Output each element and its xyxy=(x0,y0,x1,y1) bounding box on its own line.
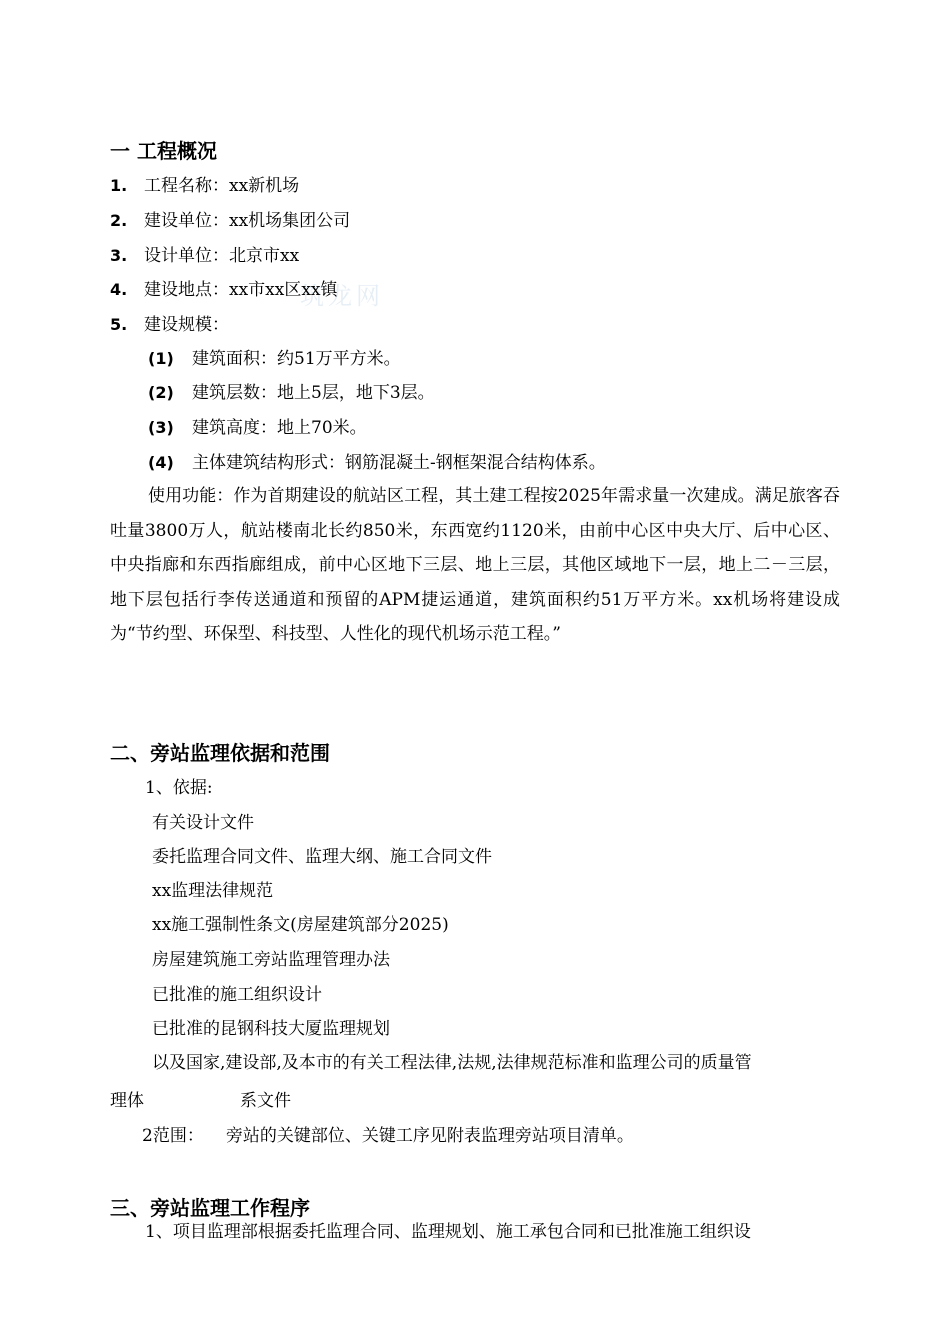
sub-list-item xyxy=(148,348,401,370)
basis-summary-part-b: 系文件 xyxy=(240,1091,291,1111)
item-number: 2. xyxy=(110,211,128,230)
item-text: 建设单位：xx机场集团公司 xyxy=(144,211,351,231)
list-item: xx施工强制性条文(房屋建筑部分2025) xyxy=(152,915,449,935)
list-item: 已批准的昆钢科技大厦监理规划 xyxy=(152,1019,390,1039)
item-text: 建筑面积：约51万平方米。 xyxy=(192,349,401,369)
item-number: 3. xyxy=(110,246,128,265)
list-item: xx监理法律规范 xyxy=(152,881,274,901)
scope-line xyxy=(142,1125,634,1147)
list-item xyxy=(110,314,229,336)
list-item: 委托监理合同文件、监理大纲、施工合同文件 xyxy=(152,847,492,867)
item-text: 建筑高度：地上70米。 xyxy=(192,418,367,438)
sub-list-item xyxy=(148,452,606,474)
basis-summary-part-a: 理体 xyxy=(110,1091,144,1111)
sub-list-item xyxy=(148,382,435,404)
item-number: (2) xyxy=(148,383,174,402)
section-2-title: 二、旁站监理依据和范围 xyxy=(110,741,330,765)
item-text: 主体建筑结构形式：钢筋混凝土-钢框架混合结构体系。 xyxy=(192,453,606,473)
list-item xyxy=(110,210,350,232)
item-text: 工程名称：xx新机场 xyxy=(144,176,300,196)
procedure-line-1: 1、项目监理部根据委托监理合同、监理规划、施工承包合同和已批准施工组织设 xyxy=(145,1222,751,1242)
section-3-title: 三、旁站监理工作程序 xyxy=(110,1196,310,1220)
section-1-title: 一 工程概况 xyxy=(110,139,217,163)
scope-text: 旁站的关键部位、关键工序见附表监理旁站项目清单。 xyxy=(225,1126,634,1146)
item-number: 1. xyxy=(110,176,128,195)
item-number: (1) xyxy=(148,349,174,368)
basis-label: 1、依据: xyxy=(145,778,213,798)
list-item xyxy=(110,175,299,197)
item-text: 设计单位：北京市xx xyxy=(144,246,300,266)
item-text: 建筑层数：地上5层，地下3层。 xyxy=(192,383,435,403)
list-item: 已批准的施工组织设计 xyxy=(152,985,322,1005)
item-text: 建设规模： xyxy=(144,315,229,335)
list-item: 有关设计文件 xyxy=(152,813,254,833)
basis-summary-line-1: 以及国家,建设部,及本市的有关工程法律,法规,法律规范标准和监理公司的质量管 xyxy=(152,1053,752,1073)
list-item xyxy=(110,245,299,267)
item-number: 5. xyxy=(110,315,128,334)
list-item xyxy=(110,279,338,301)
item-number: 4. xyxy=(110,280,128,299)
list-item: 房屋建筑施工旁站监理管理办法 xyxy=(152,950,390,970)
item-text: 建设地点：xx市xx区xx镇 xyxy=(144,280,338,300)
watermark: 筑龙网 xyxy=(300,282,384,310)
basis-summary-line-2 xyxy=(110,1090,291,1112)
scope-label: 2范围： xyxy=(142,1126,204,1146)
sub-list-item xyxy=(148,417,367,439)
usage-paragraph: 使用功能：作为首期建设的航站区工程，其土建工程按2025年需求量一次建成。满足旅客吞吐量3800万人，航站楼南北长约850米，东西宽约1120米，由前中心区中央大厅、后中心区、中央指廊和东西指廊组成，前中心区地下三层、地上三层，其他区域地下一层，地上二－三层，地下层包括行李传送通道和预留的APM捷运通道，建筑面积约51万平方米。xx机场将建设成为“节约型、环保型、科技型、人性化的现代机场示范工程。” xyxy=(110,486,840,644)
item-number: (4) xyxy=(148,453,174,472)
item-number: (3) xyxy=(148,418,174,437)
